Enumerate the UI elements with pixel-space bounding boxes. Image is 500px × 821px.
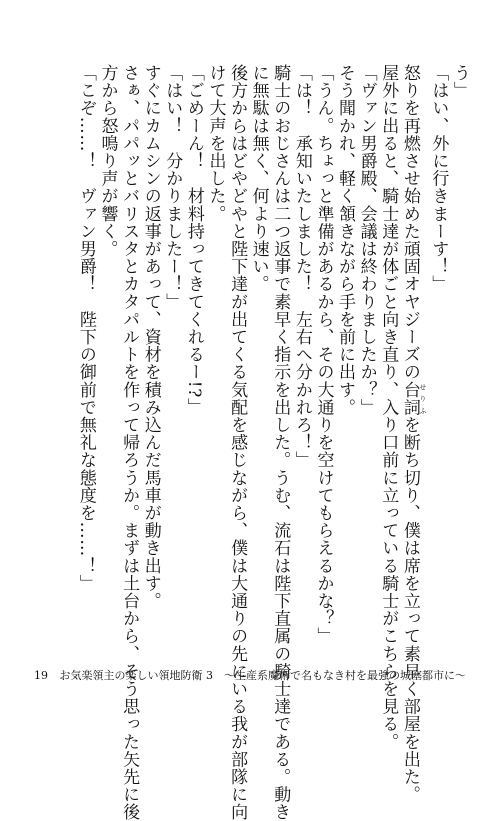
text-line: すぐにカムシンの返事があって、資材を積み込んだ馬車が動き出す。 (140, 64, 161, 610)
text-line: 騎士のおじさんは二つ返事で素早く指示を出した。うむ、流石は陛下直属の騎士達である。動き (270, 64, 291, 821)
page-number: 19 (34, 669, 48, 682)
text-line: 「はい！ 分かりましたー！」 (162, 64, 183, 311)
text-line: 「ヴァン男爵殿、会議は終わりましたか？」 (356, 64, 377, 416)
text-line-with-ruby: 怒りを再燃させ始めた頑固オヤジーズの台詞 せりふを断ち切り、僕は席を立って素早く部屋を出た。 (399, 64, 427, 804)
text-line: 「うん。ちょっと準備があるから、その大通りを空けてもらえるかな？」 (313, 64, 334, 645)
book-title: お気楽領主の楽しい領地防衛 3 ～生産系魔術で名もなき村を最強の城塞都市に～ (59, 669, 466, 682)
text-line: 後方からはどやどやと陛下達が出てくる気配を感じながら、僕は大通りの先にいる我が部隊に向 (227, 64, 248, 821)
text-line: さぁ、パパッとバリスタとカタパルトを作って帰ろうか。まずは土台から、そう思った矢先に後 (119, 64, 140, 821)
text-line: 「ごめーん！ 材料持ってきてくれるー!?」 (183, 64, 204, 416)
text-line: 方から怒鳴り声が響く。 (97, 64, 118, 258)
text-line: けて大声を出した。 (205, 64, 226, 223)
text-line: 「こぞ……！ ヴァン男爵！ 陛下の御前で無礼な態度を……！」 (75, 64, 96, 592)
text-line: 「はい、外に行きまーす！」 (428, 64, 449, 293)
text-line: そう聞かれ、軽く頷きながら手を前に出す。 (335, 64, 356, 416)
page-footer (34, 667, 466, 683)
text-line: 「は！ 承知いたしました！ 左右へ分かれろ！」 (291, 64, 312, 469)
ruby-annotation: 台詞 せりふ (399, 380, 427, 417)
text-line: う」 (450, 64, 470, 100)
text-line: 屋外に出ると、騎士達が体ごと向き直り、入り口前に立っている騎士がこちらを見る。 (378, 64, 399, 751)
text-line: に無駄は無く、何より速い。 (248, 64, 269, 293)
